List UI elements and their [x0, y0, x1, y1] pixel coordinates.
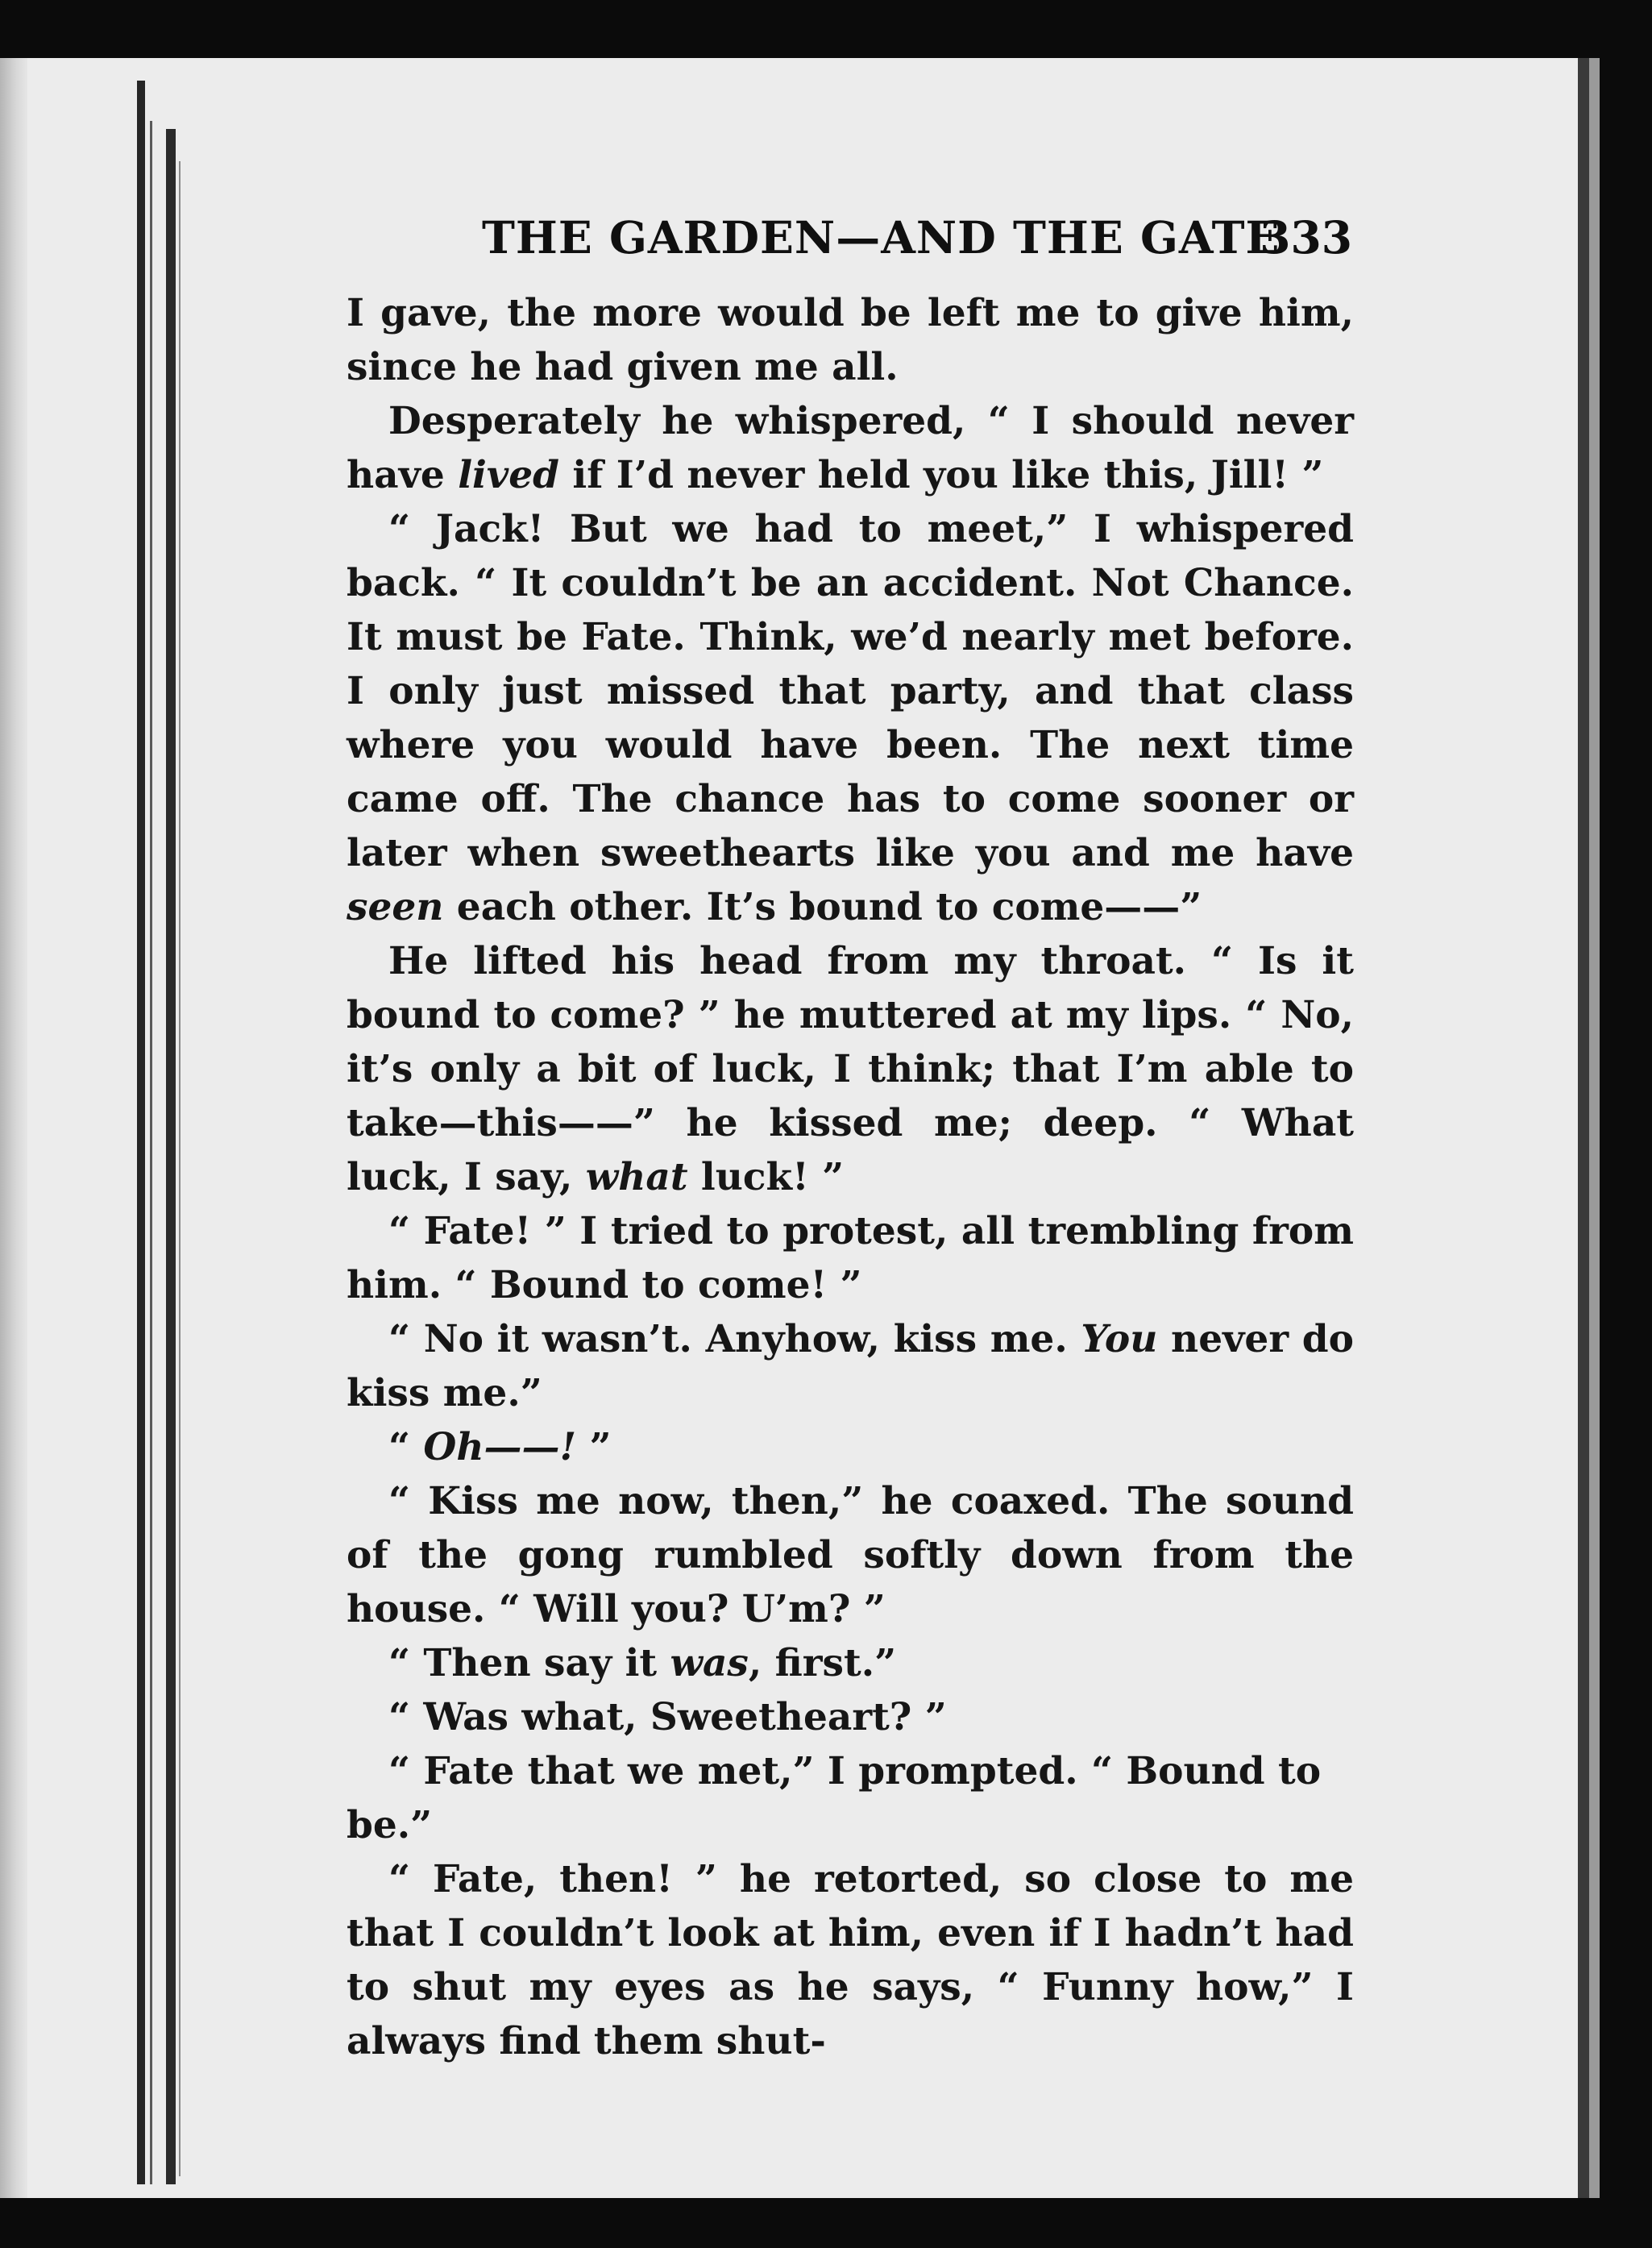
- gutter-shadow: [137, 81, 145, 2184]
- page-edge-left: [0, 58, 27, 2198]
- paragraph: [347, 1852, 1354, 2068]
- emphasis-text: was: [670, 1641, 749, 1685]
- paragraph-text: “ Fate that we met,” I prompted. “ Bound to be.”: [347, 1749, 1322, 1847]
- running-head: THE GARDEN—AND THE GATE: [482, 211, 1281, 264]
- page-edge-right: [1589, 58, 1600, 2198]
- paragraph: [347, 502, 1354, 934]
- paragraph-text: “ Was what, Sweetheart? ”: [388, 1695, 947, 1739]
- paragraph-text: never do kiss me.”: [347, 1317, 1354, 1415]
- paragraph-text: , first.”: [748, 1641, 897, 1685]
- paragraph: [347, 1474, 1354, 1636]
- paragraph: [347, 1204, 1354, 1312]
- paragraph-text: if I’d never held you like this, Jill! ”: [559, 453, 1324, 497]
- paragraph-text: “ Fate, then! ” he retorted, so close to me that I couldn’t look at him, even if I hadn’t had to shut my eyes as he says, “ Funny how,” I always find them shut-: [347, 1857, 1354, 2063]
- paragraph-text: each other. It’s bound to come——”: [443, 885, 1202, 929]
- gutter-shadow: [150, 121, 152, 2184]
- emphasis-text: seen: [347, 885, 444, 929]
- page-header: [482, 211, 1352, 264]
- emphasis-text: lived: [458, 453, 559, 497]
- paragraph: [347, 1636, 1354, 1690]
- emphasis-text: what: [585, 1155, 688, 1199]
- paragraph-text: “: [388, 1425, 424, 1469]
- page-edge-right: [1578, 58, 1589, 2198]
- paragraph-text: “ Fate! ” I tried to protest, all trembling from him. “ Bound to come! ”: [347, 1209, 1354, 1307]
- paragraph-text: luck! ”: [687, 1155, 845, 1199]
- paragraph-text: Desperately he whispered, “ I should never have: [347, 399, 1354, 497]
- gutter-shadow: [179, 161, 181, 2176]
- paragraph: [347, 394, 1354, 502]
- paragraph-text: “ Kiss me now, then,” he coaxed. The sound of the gong rumbled softly down from the house. “ Will you? U’m? ”: [347, 1479, 1354, 1631]
- page-number: 333: [1260, 211, 1352, 264]
- paragraph: [347, 934, 1354, 1204]
- paragraph: [347, 286, 1354, 394]
- paragraph-text: I gave, the more would be left me to give him, since he had given me all.: [347, 291, 1354, 389]
- gutter-shadow: [166, 129, 176, 2184]
- paragraph-text: “ Then say it: [388, 1641, 670, 1685]
- paragraph-text: “ No it wasn’t. Anyhow, kiss me.: [388, 1317, 1081, 1361]
- paragraph: [347, 1312, 1354, 1420]
- paragraph: [347, 1744, 1354, 1852]
- page-body: [347, 286, 1354, 2068]
- paragraph-text: “ Jack! But we had to meet,” I whispered back. “ It couldn’t be an accident. Not Chance. It must be Fate. Think, we’d nearly met before. I only just missed that party, and that class where you would have been. The next time came off. The chance has to come sooner or later when sweethearts like you and me have: [347, 507, 1354, 875]
- paragraph: [347, 1690, 1354, 1744]
- paragraph-text: He lifted his head from my throat. “ Is it bound to come? ” he muttered at my lips. “ No, it’s only a bit of luck, I think; that I’m able to take—this——” he kissed me; deep. “ What luck, I say,: [347, 939, 1354, 1199]
- emphasis-text: You: [1081, 1317, 1158, 1361]
- paragraph-text: ”: [576, 1425, 612, 1469]
- emphasis-text: Oh——!: [423, 1425, 577, 1469]
- paragraph: [347, 1420, 1354, 1474]
